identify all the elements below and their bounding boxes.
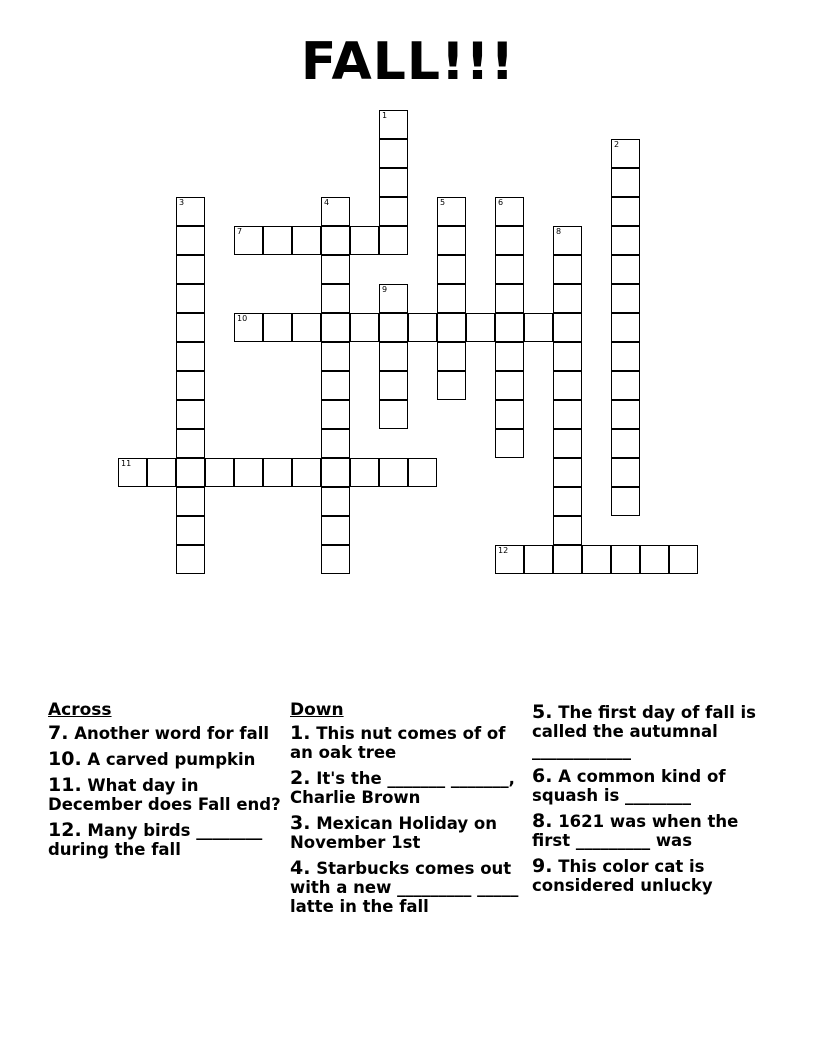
- grid-cell[interactable]: [611, 226, 640, 255]
- grid-cell[interactable]: [495, 197, 524, 226]
- clue-down-6: [532, 767, 772, 805]
- grid-cell[interactable]: [350, 458, 379, 487]
- grid-cell[interactable]: [495, 255, 524, 284]
- clue-down-5: [532, 703, 772, 760]
- grid-cell[interactable]: [408, 458, 437, 487]
- grid-cell[interactable]: [176, 458, 205, 487]
- clue-number: 5.: [532, 701, 553, 723]
- clue-number: 2.: [290, 767, 311, 789]
- grid-cell[interactable]: [176, 342, 205, 371]
- grid-cell[interactable]: [553, 429, 582, 458]
- grid-cell[interactable]: [553, 342, 582, 371]
- grid-cell[interactable]: [263, 226, 292, 255]
- cell-number: 8: [556, 227, 562, 236]
- clue-across-7: [48, 724, 288, 743]
- grid-cell[interactable]: [379, 168, 408, 197]
- cell-number: 1: [382, 111, 388, 120]
- grid-cell[interactable]: [640, 545, 669, 574]
- cell-number: 12: [498, 546, 509, 555]
- grid-cell[interactable]: [321, 545, 350, 574]
- clue-text: This color cat is considered unlucky: [532, 857, 713, 895]
- grid-cell[interactable]: [553, 545, 582, 574]
- grid-cell[interactable]: [350, 226, 379, 255]
- cell-number: 3: [179, 198, 185, 207]
- grid-cell[interactable]: [176, 429, 205, 458]
- cell-number: 10: [237, 314, 248, 323]
- cell-number: 2: [614, 140, 620, 149]
- grid-cell[interactable]: [553, 458, 582, 487]
- clue-down-3: [290, 814, 530, 852]
- clue-number: 10.: [48, 748, 82, 770]
- grid-cell[interactable]: [611, 255, 640, 284]
- cell-number: 11: [121, 459, 132, 468]
- grid-cell[interactable]: [379, 342, 408, 371]
- clue-text: Mexican Holiday on November 1st: [290, 814, 497, 852]
- grid-cell[interactable]: [437, 313, 466, 342]
- clue-text: Many birds ________ during the fall: [48, 821, 263, 859]
- grid-cell[interactable]: [263, 313, 292, 342]
- grid-cell[interactable]: [669, 545, 698, 574]
- cell-number: 4: [324, 198, 330, 207]
- grid-cell[interactable]: [321, 516, 350, 545]
- grid-cell[interactable]: [321, 400, 350, 429]
- clue-down-2: [290, 769, 530, 807]
- across-clues: [48, 700, 288, 866]
- grid-cell[interactable]: [495, 429, 524, 458]
- across-heading: Across: [48, 700, 112, 720]
- clue-text: 1621 was when the first _________ was: [532, 812, 739, 850]
- grid-cell[interactable]: [176, 487, 205, 516]
- clue-number: 12.: [48, 819, 82, 841]
- grid-cell[interactable]: [553, 516, 582, 545]
- clue-text: Starbucks comes out with a new _________ _____ latte in the fall: [290, 859, 519, 916]
- grid-cell[interactable]: [437, 226, 466, 255]
- clue-text: What day in December does Fall end?: [48, 776, 281, 814]
- grid-cell[interactable]: [176, 516, 205, 545]
- grid-cell[interactable]: [611, 545, 640, 574]
- grid-cell[interactable]: [379, 458, 408, 487]
- clue-across-10: [48, 750, 288, 769]
- grid-cell[interactable]: [611, 342, 640, 371]
- grid-cell[interactable]: [495, 284, 524, 313]
- grid-cell[interactable]: [611, 284, 640, 313]
- grid-cell[interactable]: [176, 284, 205, 313]
- clue-down-8: [532, 812, 772, 850]
- cell-number: 7: [237, 227, 243, 236]
- grid-cell[interactable]: [234, 313, 263, 342]
- clue-text: It's the _______ _______, Charlie Brown: [290, 769, 515, 807]
- clue-text: A common kind of squash is ________: [532, 767, 726, 805]
- grid-cell[interactable]: [611, 487, 640, 516]
- grid-cell[interactable]: [379, 139, 408, 168]
- grid-cell[interactable]: [234, 226, 263, 255]
- grid-cell[interactable]: [321, 342, 350, 371]
- grid-cell[interactable]: [263, 458, 292, 487]
- grid-cell[interactable]: [321, 255, 350, 284]
- grid-cell[interactable]: [321, 226, 350, 255]
- grid-cell[interactable]: [495, 545, 524, 574]
- clue-across-12: [48, 821, 288, 859]
- grid-cell[interactable]: [321, 371, 350, 400]
- grid-cell[interactable]: [495, 313, 524, 342]
- grid-cell[interactable]: [437, 255, 466, 284]
- grid-cell[interactable]: [611, 197, 640, 226]
- clue-number: 4.: [290, 857, 311, 879]
- grid-cell[interactable]: [379, 226, 408, 255]
- grid-cell[interactable]: [437, 342, 466, 371]
- grid-cell[interactable]: [176, 371, 205, 400]
- grid-cell[interactable]: [437, 284, 466, 313]
- grid-cell[interactable]: [553, 226, 582, 255]
- grid-cell[interactable]: [553, 284, 582, 313]
- clue-across-11: [48, 776, 288, 814]
- grid-cell[interactable]: [379, 313, 408, 342]
- clue-number: 9.: [532, 855, 553, 877]
- grid-cell[interactable]: [379, 110, 408, 139]
- grid-cell[interactable]: [350, 313, 379, 342]
- cell-number: 9: [382, 285, 388, 294]
- clue-down-4: [290, 859, 530, 916]
- clue-number: 3.: [290, 812, 311, 834]
- grid-cell[interactable]: [582, 545, 611, 574]
- grid-cell[interactable]: [611, 313, 640, 342]
- clue-number: 11.: [48, 774, 82, 796]
- grid-cell[interactable]: [495, 226, 524, 255]
- grid-cell[interactable]: [292, 313, 321, 342]
- grid-cell[interactable]: [495, 400, 524, 429]
- clue-text: A carved pumpkin: [87, 750, 256, 769]
- cell-number: 6: [498, 198, 504, 207]
- grid-cell[interactable]: [321, 284, 350, 313]
- grid-cell[interactable]: [321, 197, 350, 226]
- grid-cell[interactable]: [176, 255, 205, 284]
- grid-cell[interactable]: [321, 487, 350, 516]
- grid-cell[interactable]: [176, 313, 205, 342]
- grid-cell[interactable]: [176, 226, 205, 255]
- grid-cell[interactable]: [437, 371, 466, 400]
- grid-cell[interactable]: [611, 139, 640, 168]
- grid-cell[interactable]: [321, 429, 350, 458]
- clue-text: Another word for fall: [74, 724, 270, 743]
- grid-cell[interactable]: [524, 545, 553, 574]
- grid-cell[interactable]: [553, 487, 582, 516]
- grid-cell[interactable]: [466, 313, 495, 342]
- grid-cell[interactable]: [437, 197, 466, 226]
- puzzle-title: FALL!!!: [300, 32, 516, 92]
- clue-text: This nut comes of of an oak tree: [290, 724, 506, 762]
- grid-cell[interactable]: [292, 226, 321, 255]
- clue-number: 1.: [290, 722, 311, 744]
- grid-cell[interactable]: [379, 197, 408, 226]
- grid-cell[interactable]: [611, 458, 640, 487]
- down-clues: [290, 700, 530, 923]
- grid-cell[interactable]: [234, 458, 263, 487]
- grid-cell[interactable]: [553, 400, 582, 429]
- down-heading: Down: [290, 700, 344, 720]
- grid-cell[interactable]: [611, 371, 640, 400]
- grid-cell[interactable]: [408, 313, 437, 342]
- grid-cell[interactable]: [176, 545, 205, 574]
- grid-cell[interactable]: [379, 400, 408, 429]
- grid-cell[interactable]: [118, 458, 147, 487]
- grid-cell[interactable]: [176, 197, 205, 226]
- down-clues-continued: [532, 703, 772, 902]
- grid-cell[interactable]: [205, 458, 234, 487]
- grid-cell[interactable]: [147, 458, 176, 487]
- grid-cell[interactable]: [321, 458, 350, 487]
- grid-cell[interactable]: [611, 400, 640, 429]
- clue-text: The first day of fall is called the autumnal ____________: [532, 703, 757, 760]
- grid-cell[interactable]: [379, 371, 408, 400]
- grid-cell[interactable]: [379, 284, 408, 313]
- grid-cell[interactable]: [524, 313, 553, 342]
- grid-cell[interactable]: [553, 313, 582, 342]
- clue-number: 7.: [48, 722, 69, 744]
- grid-cell[interactable]: [611, 429, 640, 458]
- grid-cell[interactable]: [321, 313, 350, 342]
- grid-cell[interactable]: [553, 371, 582, 400]
- cell-number: 5: [440, 198, 446, 207]
- grid-cell[interactable]: [176, 400, 205, 429]
- clue-down-1: [290, 724, 530, 762]
- grid-cell[interactable]: [495, 342, 524, 371]
- clue-number: 8.: [532, 810, 553, 832]
- grid-cell[interactable]: [292, 458, 321, 487]
- grid-cell[interactable]: [495, 371, 524, 400]
- grid-cell[interactable]: [553, 255, 582, 284]
- grid-cell[interactable]: [611, 168, 640, 197]
- clue-down-9: [532, 857, 772, 895]
- clue-number: 6.: [532, 765, 553, 787]
